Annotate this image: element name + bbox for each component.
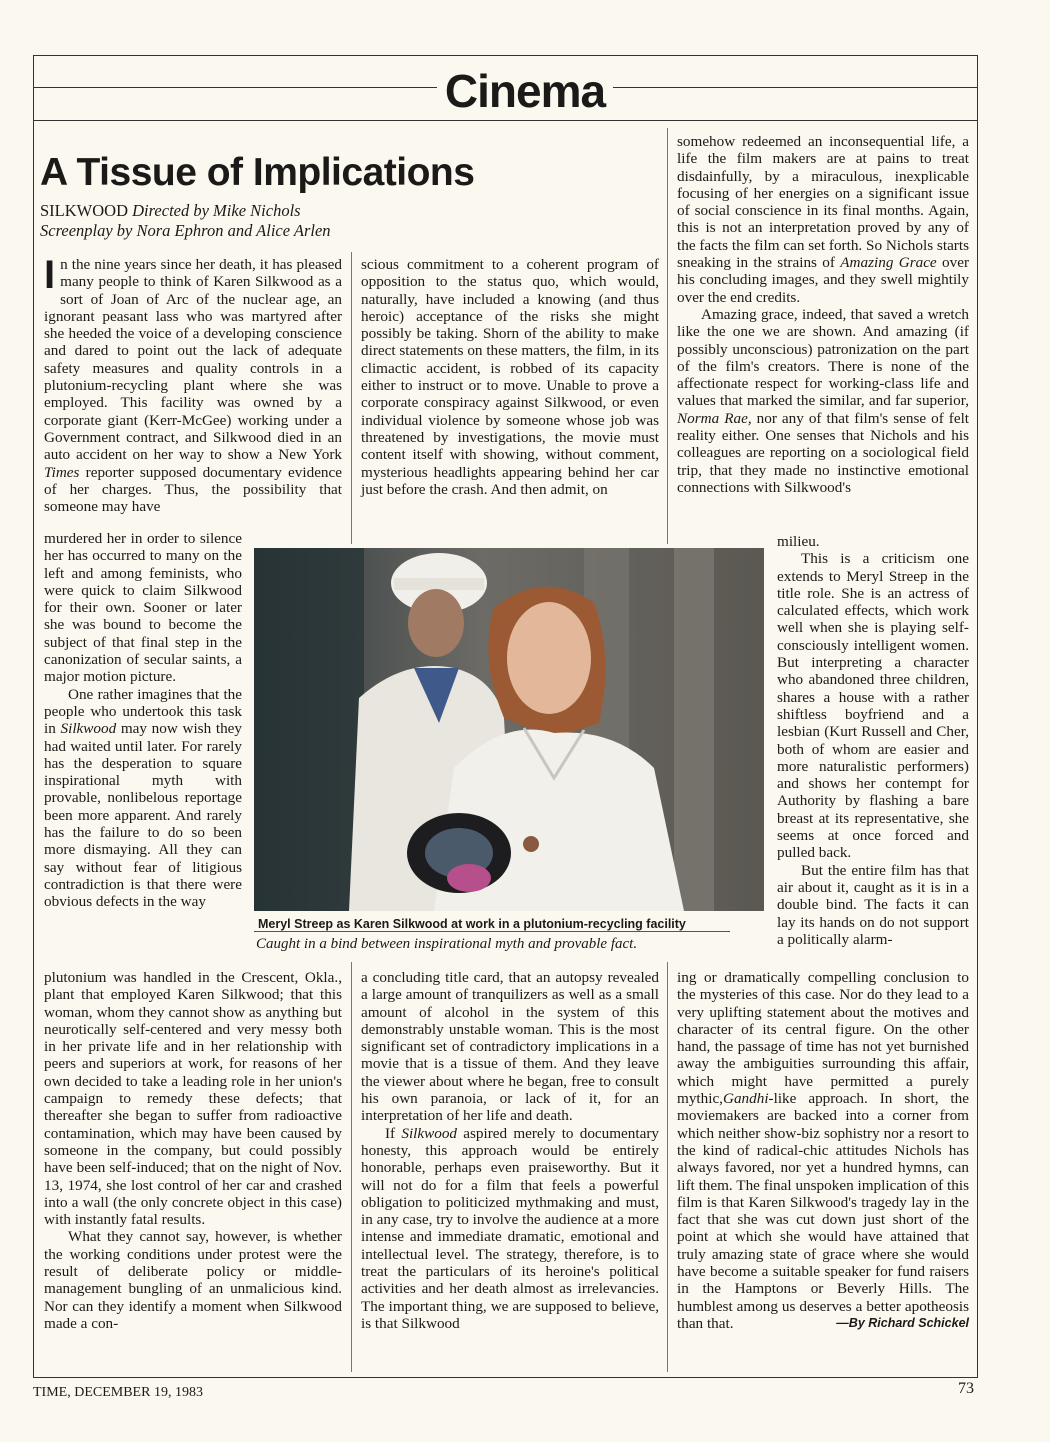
paragraph: This is a criticism one extends to Meryl Streep in the title role. She is an actress of calculated effects, which work well when she is playing self-consciously intelligent women. But interpreting a character who abandoned three children, shares a house with a rather shiftless boyfriend and a lesbian (Kurt Russell and Cher, both of whom are easier and more naturalistic performers) and shows her contempt for Authority by flashing a bare breast at its representative, she seems at once forced and pulled back.: [777, 550, 969, 862]
film-still-photo: [254, 548, 764, 911]
col2-bottom: [361, 969, 659, 1332]
italic-title: Amazing Grace: [840, 254, 937, 272]
column-rule-1: [351, 252, 352, 544]
lead-paragraph: [44, 253, 343, 516]
drop-cap: I: [44, 253, 56, 297]
italic-title: Norma Rae,: [677, 409, 752, 427]
bottom-rule: [33, 1377, 978, 1378]
section-title-text: Cinema: [437, 65, 613, 117]
col3-bottom: [677, 969, 969, 1332]
text-run: over his concluding images, and they swell mightily over the end credits.: [677, 254, 970, 306]
text-run: One rather imagines that the people who undertook this task in: [44, 685, 242, 738]
col3-mid: [777, 533, 969, 948]
text-run: aspired merely to documentary honesty, this approach would be entirely honorable, perhaps even praiseworthy. But it will not do for a film that feels a powerful obligation to politicized mythmaking and must, in any case, try to involve the audience at a more intense and immediate dramatic, emotional and intellectual level. The strategy, therefore, is to treat the particulars of its heroine's political activities and her death almost as irrelevancies. The important thing, we are supposed to believe, is that Silkwood: [361, 1124, 660, 1332]
paragraph: [677, 133, 969, 306]
frame-right-rule: [977, 55, 978, 1378]
footer-issue-date: TIME, DECEMBER 19, 1983: [33, 1385, 203, 1400]
paragraph: [44, 686, 242, 911]
page-number: 73: [958, 1380, 974, 1397]
paragraph: murdered her in order to silence her has occurred to many on the left and among feminists, who were quick to claim Silkwood for their own. Sooner or later she was bound to become the subject of that final step in the canonization of secular saints, a major motion picture.: [44, 530, 242, 686]
italic-title: Gandhi: [722, 1090, 769, 1108]
lead-text-end: reporter supposed documentary evidence of her charges. Thus, the possibility that someone may have: [44, 463, 343, 516]
col2-top: [361, 256, 659, 498]
col1-mid: [44, 530, 242, 911]
column-rule-4: [667, 962, 668, 1372]
italic-times: Times: [44, 463, 80, 481]
title-band-bottom-rule: [33, 120, 978, 121]
column-rule-2: [351, 962, 352, 1372]
text-run: -like approach. In short, the moviemakers are backed into a corner from which neither show-biz sophistry nor a resort to the kind of radical-chic attitudes Nichols has always favored, nor yet a hundred hymns, can lift them. The final unspoken implication of this film is that Karen Silkwood's tragedy lay in the fact that she was cut down just short of the point at which she would have attained that truly amazing state of grace where she would have become a suitable speaker for fund raisers in the Hamptons or Beverly Hills. The humblest among us deserves a better apotheosis than that.: [677, 1090, 969, 1332]
italic-title: Silkwood: [401, 1124, 458, 1142]
col1-top: [44, 253, 343, 516]
text-run: If: [385, 1124, 396, 1142]
photo-caption-bold: Meryl Streep as Karen Silkwood at work in a plutonium-recycling facility: [258, 917, 686, 931]
paragraph: plutonium was handled in the Crescent, Okla., plant that employed Karen Silkwood; that this woman, whom they cannot show as anything but neurotically self-centered and very messy both in her private life and in her relationship with peers and superiors at work, for reasons of her own decided to take a leading role in her union's campaign to remedy these defects; that thereafter she began to suffer from radioactive contamination, which may have been caused by someone in the company, but could possibly have been self-induced; that on the night of Nov. 13, 1974, she lost control of her car and crashed into a wall (the only concrete object in this case) with instantly fatal results.: [44, 969, 342, 1229]
paragraph: a concluding title card, that an autopsy revealed a large amount of tranquilizers as well as a small amount of alcohol in the system of this demonstrably unstable woman. This is the most significant set of contradictory implications in a movie that is a tissue of them. And they leave the viewer about where he began, free to consult his own paranoia, or lack of it, for an interpretation of her life and death.: [361, 969, 659, 1125]
top-rule: [33, 55, 978, 56]
paragraph: [361, 1125, 659, 1333]
col3-top: [677, 133, 969, 496]
headline: A Tissue of Implications: [40, 151, 475, 194]
column-rule-3: [667, 128, 668, 544]
italic-title: Silkwood: [60, 720, 117, 738]
text-run: may now wish they had waited until later. For rarely has the desperation to square inspirational myth with provable, nonlibelous reportage been more apparent. And rarely has the failure to do so been more dismaying. All they can say without fear of litigious contradiction is that there were obvious defects in the way: [44, 720, 242, 911]
photo-caption-italic: Caught in a bind between inspirational myth and provable fact.: [256, 936, 638, 952]
paragraph: [677, 969, 969, 1332]
paragraph: scious commitment to a coherent program of opposition to the status quo, which would, naturally, have included a knowing (and thus heroic) acceptance of the risks she might possibly be taking. Shorn of the ability to make direct statements on these matters, the film, in its climactic accident, is robbed of its capacity either to instruct or to move. Unable to prove a corporate conspiracy against Silkwood, or even individual violence by someone whose job was threatened by investigations, the movie must content itself with showing, without comment, mysterious headlights appearing behind her car just before the crash. And then admit, on: [361, 256, 659, 498]
text-run: somehow redeemed an inconsequential life, a life the film makers are at pains to treat disdainfully, by a miraculous, inexplicable focusing of her energies on a significant issue of social conscience in its final months. Again, this is not an interpretation proved by any of the facts the film can set forth. So Nichols starts sneaking in the strains of: [677, 133, 969, 272]
text-run: ing or dramatically compelling conclusion to the mysteries of this case. Nor do they lead to a very uplifting statement about the motives and character of its central figure. On the other hand, the passage of time has not yet burnished away the ambiguities surrounding this affair, which might have permitted a purely mythic,: [677, 969, 969, 1108]
text-run: Amazing grace, indeed, that saved a wretch like the one we are shown. And amazing (if possibly unconscious) patronization on the part of the film's creators. There is none of the affectionate respect for working-class life and values that marked the similar, and far superior,: [677, 305, 969, 410]
director-credit: Directed by Mike Nichols: [132, 201, 301, 220]
paragraph: What they cannot say, however, is whether the working conditions under protest were the result of deliberate policy or middle-management bungling of an unmalicious kind. Nor can they identify a moment when Silkwood made a con-: [44, 1228, 342, 1332]
photo-illustration: [254, 548, 764, 911]
byline: —By Richard Schickel: [836, 1315, 969, 1330]
credit-line-1: [40, 200, 301, 222]
frame-left-rule: [33, 55, 34, 1378]
section-title: [0, 66, 1050, 116]
film-title: SILKWOOD: [40, 201, 128, 220]
text-run: nor any of that film's sense of felt reality either. One senses that Nichols and his colleagues are reporting on a sociological field trip, that they made no instinctive emotional connections with Silkwood's: [677, 409, 970, 496]
credit-line-2: Screenplay by Nora Ephron and Alice Arlen: [40, 221, 331, 240]
paragraph: But the entire film has that air about it, caught as it is in a double bind. The facts it can lay its hands on do not support a politically alarm-: [777, 861, 969, 948]
lead-text: n the nine years since her death, it has pleased many people to think of Karen Silkwood as a sort of Joan of Arc of the nuclear age, an ignorant peasant lass who was martyred after she heeded the voice of a developing conscience and dared to point out the lack of adequate safety measures and quality controls in a plutonium-recycling plant where she was employed. This facility was owned by a corporate giant (Kerr-McGee) working under a Government contract, and Silkwood died in an auto accident on her way to show a New York: [44, 256, 342, 464]
col1-bottom: [44, 969, 342, 1332]
paragraph: milieu.: [777, 533, 820, 550]
paragraph: [677, 306, 969, 496]
